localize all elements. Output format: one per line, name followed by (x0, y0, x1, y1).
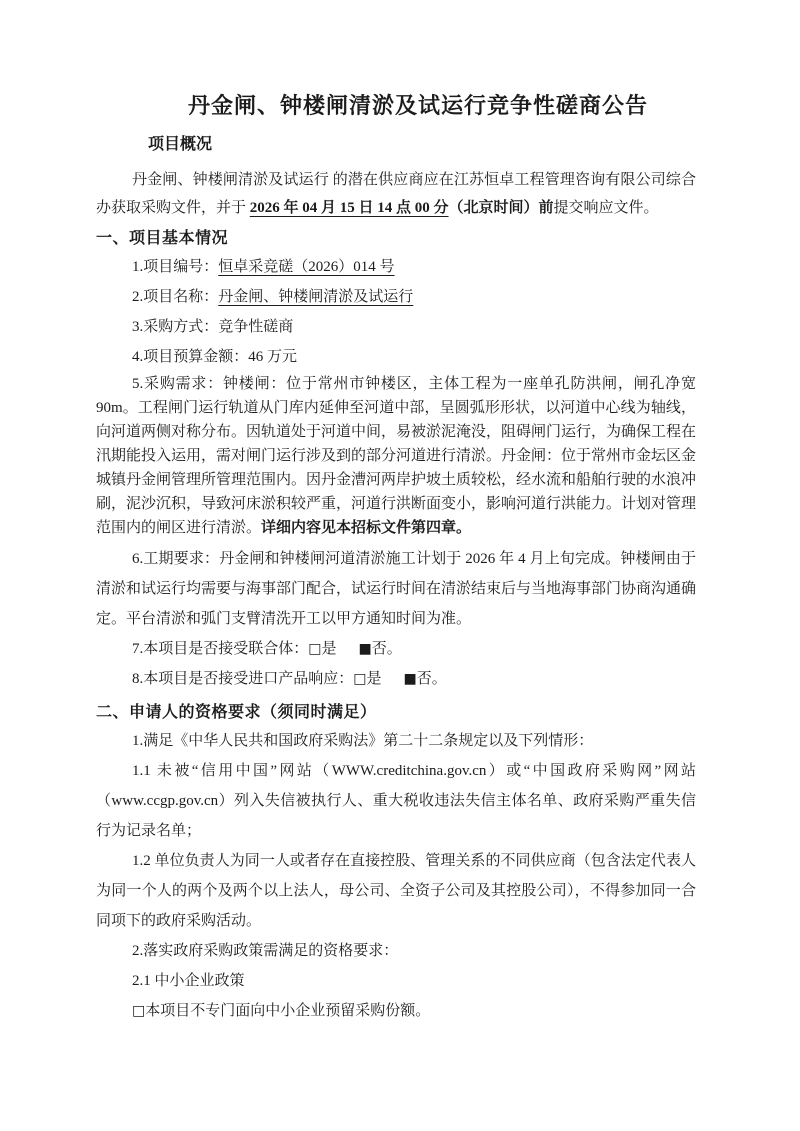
qualification-clause-1-1: 1.1 未被“信用中国”网站（WWW.creditchina.gov.cn）或“中国政府采购网”网站（www.ccgp.gov.cn）列入失信被执行人、重大税收违法失信主体名单、政府采购严重失信行为记录名单； (96, 763, 696, 839)
project-name-label: 2.项目名称： (132, 289, 219, 305)
import-products-line (96, 664, 696, 694)
joint-bid-line (96, 634, 696, 664)
procurement-method-value: 竞争性磋商 (218, 319, 294, 335)
joint-bid-label: 7.本项目是否接受联合体： (132, 641, 309, 657)
yes-label: 是 (321, 641, 337, 657)
checkbox-unchecked-icon: □ (132, 1003, 146, 1019)
sme-policy-heading-line: 2.1 中小企业政策 (132, 973, 245, 989)
import-products-label: 8.本项目是否接受进口产品响应： (132, 671, 354, 687)
budget-line (96, 342, 696, 372)
submission-deadline: 2026 年 04 月 15 日 14 点 00 分 (249, 200, 449, 216)
qualification-clause-1-2: 1.2 单位负责人为同一人或者存在直接控股、管理关系的不同供应商（包含法定代表人为同一个人的两个及两个以上法人，母公司、全资子公司及其控股公司），不得参加同一合同项下的政府采购活动。 (96, 853, 696, 929)
section1-heading: 一、项目基本情况 (96, 230, 229, 247)
budget-value: 46 万元 (248, 349, 298, 365)
no-label: 否。 (371, 641, 402, 657)
beijing-time-note: （北京时间）前 (448, 200, 554, 216)
qualification-clause-2: 2.落实政府采购政策需满足的资格要求： (132, 943, 399, 959)
yes-label: 是 (366, 671, 382, 687)
section2-heading: 二、申请人的资格要求（须同时满足） (96, 704, 377, 721)
see-chapter-four-note: 详细内容见本招标文件第四章。 (261, 520, 472, 536)
procurement-requirements-paragraph (96, 372, 696, 540)
sme-reserve-text: 本项目不专门面向中小企业预留采购份额。 (145, 1003, 431, 1019)
project-number-line (96, 252, 696, 282)
overview-heading: 项目概况 (148, 136, 213, 153)
checkbox-unchecked-icon: □ (308, 641, 322, 657)
project-number-value: 恒卓采竞磋（2026）014 号 (218, 259, 395, 275)
no-label: 否。 (416, 671, 447, 687)
checkbox-checked-icon: ■ (403, 671, 417, 687)
qualification-clause-1: 1.满足《中华人民共和国政府采购法》第二十二条规定以及下列情形： (132, 733, 594, 749)
project-name-value: 丹金闸、钟楼闸清淤及试运行 (218, 289, 414, 305)
schedule-requirements-paragraph: 6.工期要求：丹金闸和钟楼闸河道清淤施工计划于 2026 年 4 月上旬完成。钟楼闸由于清淤和试运行均需要与海事部门配合，试运行时间在清淤结束后与当地海事部门协商沟通确定。平台清淤和弧门支臂清洗开工以甲方通知时间为准。 (96, 551, 697, 627)
project-number-label: 1.项目编号： (132, 259, 219, 275)
checkbox-checked-icon: ■ (358, 641, 372, 657)
sme-reserve-line (96, 996, 696, 1026)
procurement-method-line (96, 312, 696, 342)
budget-label: 4.项目预算金额： (132, 349, 249, 365)
procurement-method-label: 3.采购方式： (132, 319, 219, 335)
overview-text-before: 丹金闸、钟楼闸清淤及试运行 的潜在供应商应在江苏恒卓工程管理咨询有限公司综合办获取采购文件，并于 (96, 172, 696, 216)
document-title: 丹金闸、钟楼闸清淤及试运行竞争性磋商公告 (187, 93, 648, 118)
project-name-line (96, 282, 696, 312)
procurement-requirements-text: 5.采购需求：钟楼闸：位于常州市钟楼区，主体工程为一座单孔防洪闸，闸孔净宽 90m。工程闸门运行轨道从门库内延伸至河道中部，呈圆弧形形状，以河道中心线为轴线，向河道两侧对称分布。因轨道处于河道中间，易被淤泥淹没，阻碍闸门运行，为确保工程在汛期能投入运用，需对闸门运行涉及到的部分河道进行清淤。丹金闸：位于常州市金坛区金城镇丹金闸管理所管理范围内。因丹金漕河两岸护坡土质较松，经水流和船舶行驶的水浪冲刷，泥沙沉积，导致河床淤积较严重，河道行洪断面变小，影响河道行洪能力。计划对管理范围内的闸区进行清淤。 (96, 376, 697, 536)
checkbox-unchecked-icon: □ (353, 671, 367, 687)
overview-paragraph (96, 166, 696, 222)
overview-text-after: 提交响应文件。 (553, 200, 659, 216)
